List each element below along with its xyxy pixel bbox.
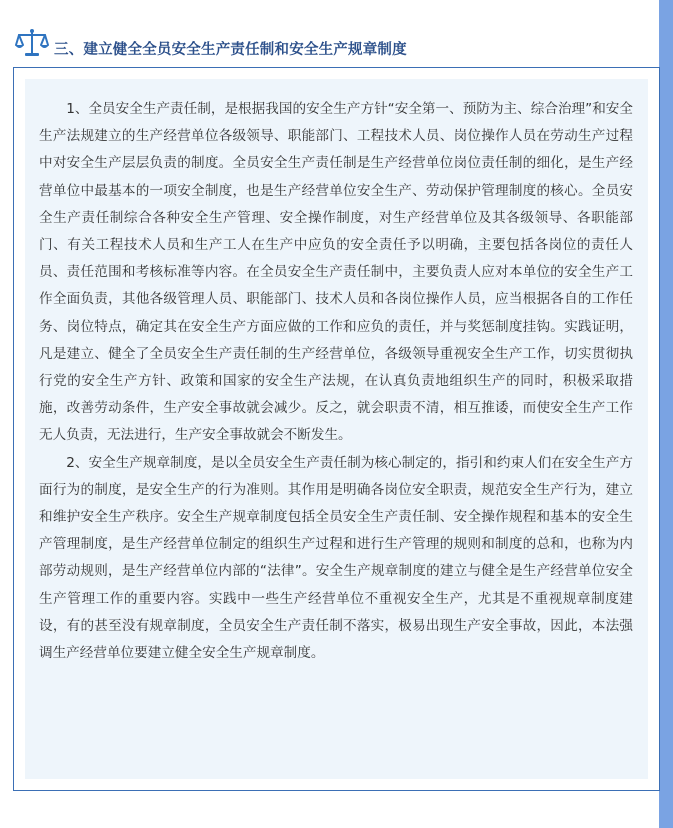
section-header xyxy=(14,28,659,68)
left-margin-strip xyxy=(0,0,14,828)
article-body xyxy=(39,96,633,667)
paragraph-responsibility-system: 1、全员安全生产责任制，是根据我国的安全生产方针“安全第一、预防为主、综合治理”和安全生产法规建立的生产经营单位各级领导、职能部门、工程技术人员、岗位操作人员在劳动生产过程中对安全生产层层负责的制度。全员安全生产责任制是生产经营单位岗位责任制的细化，是生产经营单位中最基本的一项安全制度，也是生产经营单位安全生产、劳动保护管理制度的核心。全员安全生产责任制综合各种安全生产管理、安全操作制度，对生产经营单位及其各级领导、各职能部门、有关工程技术人员和生产工人在生产中应负的安全责任予以明确，主要包括各岗位的责任人员、责任范围和考核标准等内容。在全员安全生产责任制中，主要负责人应对本单位的安全生产工作全面负责，其他各级管理人员、职能部门、技术人员和各岗位操作人员，应当根据各自的工作任务、岗位特点，确定其在安全生产方面应做的工作和应负的责任，并与奖惩制度挂钩。实践证明，凡是建立、健全了全员安全生产责任制的生产经营单位，各级领导重视安全生产工作，切实贯彻执行党的安全生产方针、政策和国家的安全生产法规，在认真负责地组织生产的同时，积极采取措施，改善劳动条件，生产安全事故就会减少。反之，就会职责不清，相互推诿，而使安全生产工作无人负责，无法进行，生产安全事故就会不断发生。 xyxy=(39,101,633,444)
scales-icon xyxy=(14,28,50,58)
paragraph-rules-system: 2、安全生产规章制度，是以全员安全生产责任制为核心制定的，指引和约束人们在安全生产方面行为的制度，是安全生产的行为准则。其作用是明确各岗位安全职责，规范安全生产行为，建立和维护安全生产秩序。安全生产规章制度包括全员安全生产责任制、安全操作规程和基本的安全生产管理制度，是生产经营单位制定的组织生产过程和进行生产管理的规则和制度的总和，也称为内部劳动规则，是生产经营单位内部的“法律”。安全生产规章制度的建立与健全是生产经营单位安全生产管理工作的重要内容。实践中一些生产经营单位不重视安全生产，尤其是不重视规章制度建设，有的甚至没有规章制度，全员安全生产责任制不落实，极易出现生产安全事故，因此，本法强调生产经营单位要建立健全安全生产规章制度。 xyxy=(39,454,633,662)
right-side-bar xyxy=(659,0,673,828)
section-title: 三、建立健全全员安全生产责任制和安全生产规章制度 xyxy=(54,42,407,58)
content-frame xyxy=(13,67,660,791)
